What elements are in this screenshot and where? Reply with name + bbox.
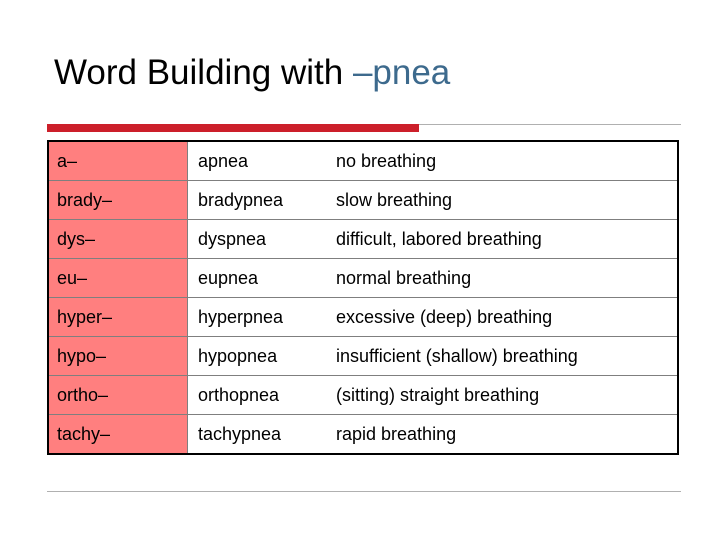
prefix-cell: tachy–	[48, 415, 188, 455]
bottom-divider	[47, 491, 681, 492]
meaning-cell: rapid breathing	[328, 415, 678, 455]
prefix-cell: hypo–	[48, 337, 188, 376]
table-row	[48, 415, 678, 455]
word-building-table	[47, 140, 679, 455]
title-accent: –pnea	[352, 53, 451, 92]
table-row	[48, 220, 678, 259]
table-row	[48, 181, 678, 220]
term-cell: apnea	[188, 141, 329, 181]
table-row	[48, 337, 678, 376]
prefix-cell: hyper–	[48, 298, 188, 337]
meaning-cell: no breathing	[328, 141, 678, 181]
prefix-cell: a–	[48, 141, 188, 181]
meaning-cell: (sitting) straight breathing	[328, 376, 678, 415]
term-cell: tachypnea	[188, 415, 329, 455]
title-underline-bar	[47, 124, 419, 132]
slide-title	[54, 52, 450, 94]
prefix-cell: brady–	[48, 181, 188, 220]
table-row	[48, 298, 678, 337]
table-row	[48, 259, 678, 298]
meaning-cell: normal breathing	[328, 259, 678, 298]
prefix-cell: eu–	[48, 259, 188, 298]
meaning-cell: difficult, labored breathing	[328, 220, 678, 259]
term-cell: bradypnea	[188, 181, 329, 220]
title-main: Word Building with	[54, 53, 353, 92]
meaning-cell: excessive (deep) breathing	[328, 298, 678, 337]
table-row	[48, 376, 678, 415]
prefix-cell: ortho–	[48, 376, 188, 415]
meaning-cell: insufficient (shallow) breathing	[328, 337, 678, 376]
prefix-cell: dys–	[48, 220, 188, 259]
term-cell: hypopnea	[188, 337, 329, 376]
table-row	[48, 141, 678, 181]
term-cell: hyperpnea	[188, 298, 329, 337]
term-cell: orthopnea	[188, 376, 329, 415]
term-cell: eupnea	[188, 259, 329, 298]
meaning-cell: slow breathing	[328, 181, 678, 220]
term-cell: dyspnea	[188, 220, 329, 259]
